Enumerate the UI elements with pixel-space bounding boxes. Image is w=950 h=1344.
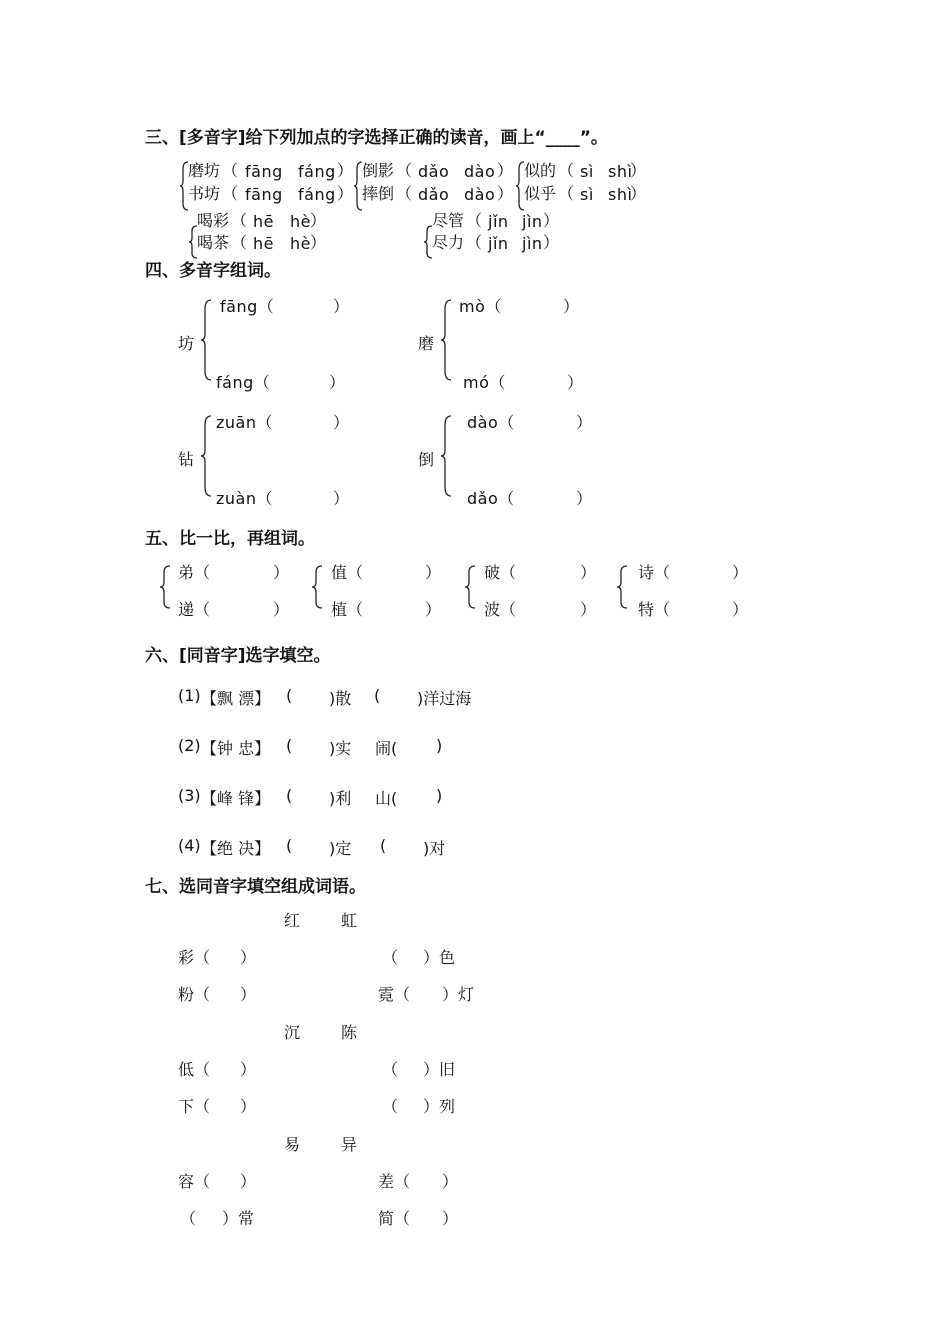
s3-g1-a-p1[interactable]: fāng	[245, 162, 283, 181]
s3-g4-word-b: 喝茶	[197, 233, 230, 252]
s5-word-b: 植（	[331, 600, 364, 619]
s7-choice: 异	[341, 1135, 358, 1154]
s7-choice: 虹	[341, 911, 358, 930]
s4-bottom-label: zuàn（	[216, 489, 273, 508]
s3-g2-word-a: 倒影	[362, 161, 395, 180]
s4-bottom-label: dǎo（	[467, 489, 515, 508]
section-4-heading: 四、多音字组词。	[145, 261, 281, 281]
s4-char: 钻	[178, 450, 195, 469]
s3-g1-word-a: 磨坊	[188, 161, 221, 180]
s3-g3-a-p1[interactable]: sì	[580, 162, 594, 181]
s6-options: 【峰 锋】	[201, 789, 271, 808]
s3-g2-a-p2[interactable]: dào	[464, 162, 496, 181]
brace-icon	[160, 565, 172, 609]
s3-g2-a-p1[interactable]: dǎo	[418, 162, 450, 181]
s3-g1-b-p2[interactable]: fáng	[298, 185, 336, 204]
s4-top-label: mò（	[459, 297, 502, 316]
brace-icon	[441, 299, 453, 381]
brace-icon	[465, 565, 477, 609]
s5-word-a: 值（	[331, 563, 364, 582]
s3-g4-word-a: 喝彩	[197, 211, 230, 230]
s3-g3-b-p2[interactable]: shì	[608, 185, 633, 204]
s3-g1-word-b: 书坊	[188, 184, 221, 203]
s6-line-number: (3)	[178, 786, 201, 805]
s3-g3-b-p1[interactable]: sì	[580, 185, 594, 204]
s4-top-label: dào（	[467, 413, 515, 432]
s3-g5-word-a: 尽管	[432, 211, 465, 230]
s7-choice: 沉	[284, 1023, 301, 1042]
s3-g3-word-b: 似乎	[524, 184, 557, 203]
s3-g4-b-p1[interactable]: hē	[253, 234, 274, 253]
brace-icon	[201, 299, 213, 381]
section-5-heading: 五、比一比，再组词。	[145, 529, 315, 549]
s4-char: 磨	[418, 334, 435, 353]
section-3-heading: 三、[多音字]给下列加点的字选择正确的读音，画上“____”。	[145, 128, 608, 148]
s3-g4-a-p1[interactable]: hē	[253, 212, 274, 231]
s6-line-number: (4)	[178, 836, 201, 855]
s5-word-a: 诗（	[638, 563, 671, 582]
brace-icon	[617, 565, 629, 609]
s3-g4-a-p2[interactable]: hè	[290, 212, 311, 231]
s5-word-b: 特（	[638, 600, 671, 619]
s3-g4-b-p2[interactable]: hè	[290, 234, 311, 253]
s3-g2-word-b: 摔倒	[362, 184, 395, 203]
s3-g5-b-p1[interactable]: jǐn	[488, 234, 509, 253]
brace-icon	[201, 415, 213, 497]
s5-word-a: 弟（	[178, 563, 211, 582]
s6-line-number: (2)	[178, 736, 201, 755]
s4-bottom-label: fáng（	[216, 373, 271, 392]
s5-word-a: 破（	[484, 563, 517, 582]
s3-g1-b-p1[interactable]: fāng	[245, 185, 283, 204]
s7-choice: 红	[284, 911, 301, 930]
s3-g3-word-a: 似的	[524, 161, 557, 180]
s3-g2-b-p1[interactable]: dǎo	[418, 185, 450, 204]
s3-g5-a-p2[interactable]: jìn	[522, 212, 543, 231]
s6-line-number: (1)	[178, 686, 201, 705]
s3-g2-b-p2[interactable]: dào	[464, 185, 496, 204]
s3-g1-a-p2[interactable]: fáng	[298, 162, 336, 181]
s6-options: 【绝 决】	[201, 839, 271, 858]
s4-char: 倒	[418, 450, 435, 469]
s5-word-b: 递（	[178, 600, 211, 619]
brace-icon	[441, 415, 453, 497]
s6-options: 【钟 忠】	[201, 739, 271, 758]
s3-g5-a-p1[interactable]: jǐn	[488, 212, 509, 231]
s3-g5-word-b: 尽力	[432, 233, 465, 252]
s4-top-label: zuān（	[216, 413, 273, 432]
s3-g5-b-p2[interactable]: jìn	[522, 234, 543, 253]
s4-char: 坊	[178, 334, 195, 353]
s7-choice: 陈	[341, 1023, 358, 1042]
s7-choice: 易	[284, 1135, 301, 1154]
s3-g3-a-p2[interactable]: shì	[608, 162, 633, 181]
s4-top-label: fāng（	[220, 297, 275, 316]
s4-bottom-label: mó（	[463, 373, 506, 392]
section-6-heading: 六、[同音字]选字填空。	[145, 646, 331, 666]
s5-word-b: 波（	[484, 600, 517, 619]
s6-options: 【飘 漂】	[201, 689, 271, 708]
brace-icon	[312, 565, 324, 609]
section-7-heading: 七、选同音字填空组成词语。	[145, 877, 366, 897]
